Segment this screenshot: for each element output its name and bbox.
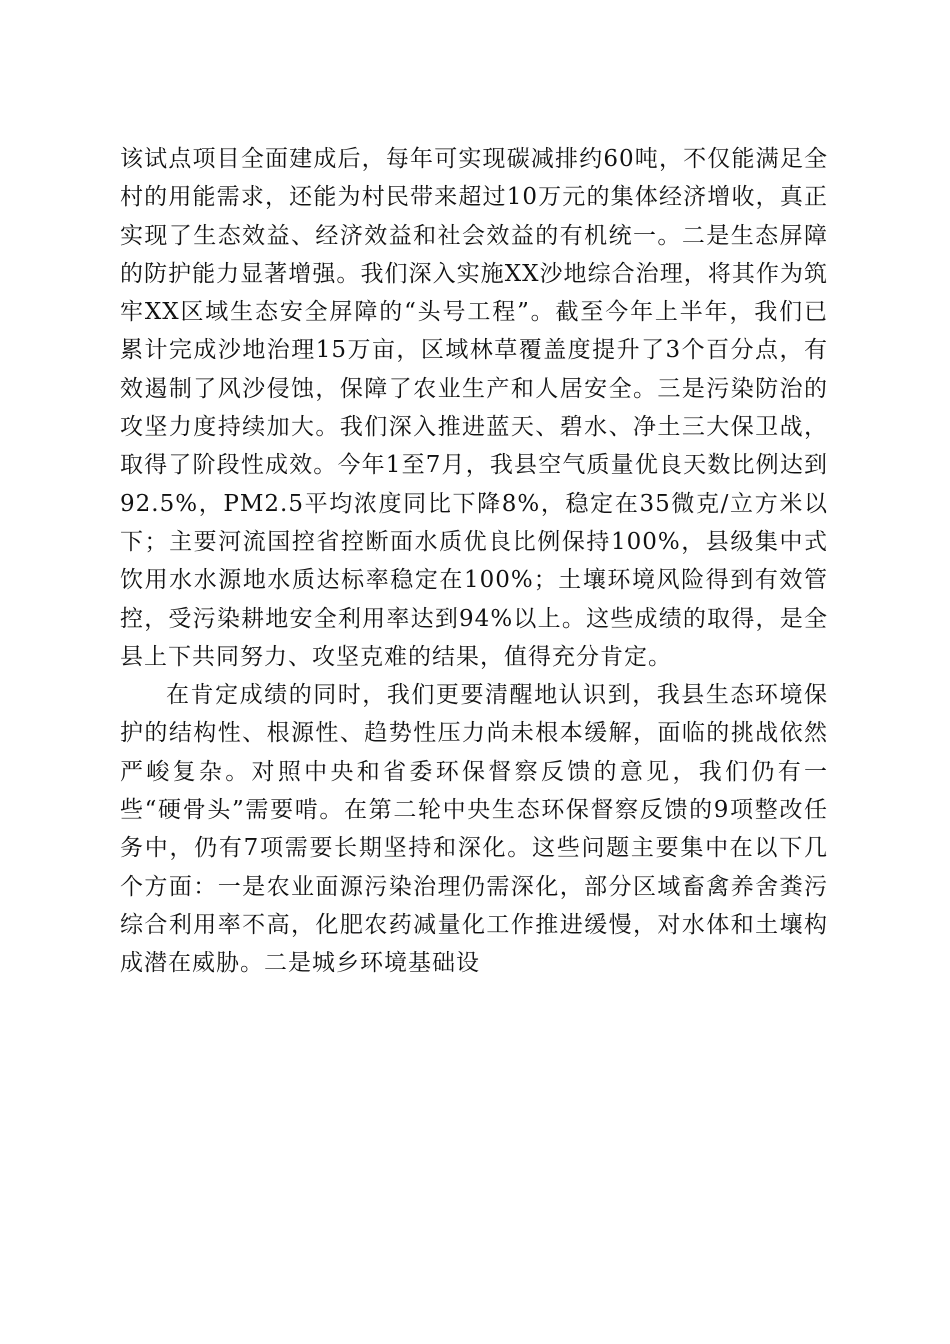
paragraph-challenges: 在肯定成绩的同时，我们更要清醒地认识到，我县生态环境保护的结构性、根源性、趋势性压力尚未根本缓解，面临的挑战依然严峻复杂。对照中央和省委环保督察反馈的意见，我们仍有一些“硬骨头”需要啃。在第二轮中央生态环保督察反馈的9项整改任务中，仍有7项需要长期坚持和深化。这些问题主要集中在以下几个方面：一是农业面源污染治理仍需深化，部分区域畜禽养舍粪污综合利用率不高，化肥农药减量化工作推进缓慢，对水体和土壤构成潜在威胁。二是城乡环境基础设: [120, 682, 828, 977]
body-text: [120, 140, 828, 983]
paragraph-achievements: 该试点项目全面建成后，每年可实现碳减排约60吨，不仅能满足全村的用能需求，还能为村民带来超过10万元的集体经济增收，真正实现了生态效益、经济效益和社会效益的有机统一。二是生态屏障的防护能力显著增强。我们深入实施XX沙地综合治理，将其作为筑牢XX区域生态安全屏障的“头号工程”。截至今年上半年，我们已累计完成沙地治理15万亩，区域林草覆盖度提升了3个百分点，有效遏制了风沙侵蚀，保障了农业生产和人居安全。三是污染防治的攻坚力度持续加大。我们深入推进蓝天、碧水、净土三大保卫战，取得了阶段性成效。今年1至7月，我县空气质量优良天数比例达到92.5%，PM2.5平均浓度同比下降8%，稳定在35微克/立方米以下；主要河流国控省控断面水质优良比例保持100%，县级集中式饮用水水源地水质达标率稳定在100%；土壤环境风险得到有效管控，受污染耕地安全利用率达到94%以上。这些成绩的取得，是全县上下共同努力、攻坚克难的结果，值得充分肯定。: [120, 146, 828, 670]
